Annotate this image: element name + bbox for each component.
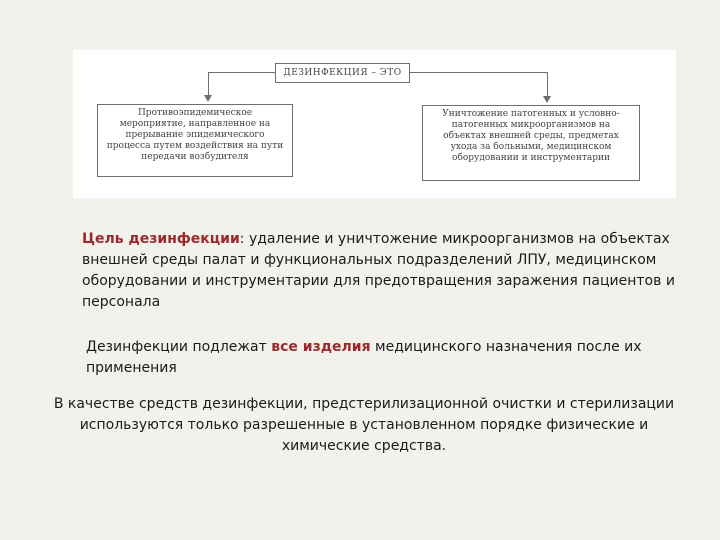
paragraph-means: В качестве средств дезинфекции, предстерилизационной очистки и стерилизации используются только разрешенные в установленном порядке физические и химические средства. (53, 396, 675, 454)
arrow-right-down (543, 96, 551, 103)
connector-right-vertical (547, 72, 548, 97)
diagram-right-box (422, 105, 640, 181)
diagram-right-text: Уничтожение патогенных и условно-патогенных микроорганизмов на объектах внешней среды, предметах ухода за больными, медицинском оборудовании и инструментарии (442, 109, 620, 163)
connector-right-horizontal (410, 72, 547, 73)
subject-accent: все изделия (271, 339, 371, 355)
goal-text: : удаление и уничтожение микроорганизмов на объектах внешней среды палат и функциональных подразделений ЛПУ, медицинском оборудовании и инструментарии для предотвращения заражения пациентов и персонала (82, 231, 675, 310)
subject-before: Дезинфекции подлежат (86, 339, 272, 355)
diagram-left-text: Противоэпидемическое мероприятие, направленное на прерывание эпидемического процесса путем воздействия на пути передачи возбудителя (106, 108, 284, 162)
goal-term: Цель дезинфекции (82, 231, 240, 247)
diagram-top-label: ДЕЗИНФЕКЦИЯ – ЭТО (283, 68, 402, 78)
paragraph-goal (82, 229, 702, 313)
subject-after: медицинского назначения после их применения (86, 339, 642, 376)
paragraph-subject (86, 337, 646, 379)
diagram-left-box (97, 104, 293, 177)
arrow-left-down (204, 95, 212, 102)
diagram-top-box (275, 63, 410, 83)
disinfection-diagram (73, 50, 676, 198)
connector-left-vertical (208, 72, 209, 96)
connector-left-horizontal (208, 72, 275, 73)
